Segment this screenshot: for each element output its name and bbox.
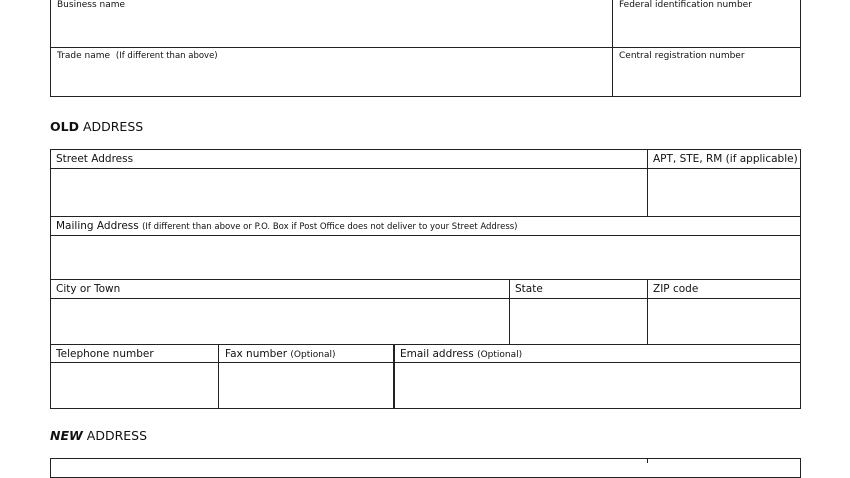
fax-field[interactable] xyxy=(219,363,392,408)
business-row-divider xyxy=(50,47,801,48)
fax-label xyxy=(225,348,335,360)
mailing-address-note: (If different than above or P.O. Box if Post Office does not deliver to your Street Address) xyxy=(142,222,518,232)
email-field[interactable] xyxy=(395,363,800,408)
business-name-field[interactable] xyxy=(51,12,611,46)
new-address-heading-bold: NEW xyxy=(50,428,83,443)
email-label xyxy=(400,348,522,360)
email-label-text: Email address xyxy=(400,348,474,360)
federal-id-label: Federal identification number xyxy=(619,0,752,10)
apt-field[interactable] xyxy=(648,169,800,215)
telephone-label: Telephone number xyxy=(56,348,154,360)
street-row-divider xyxy=(50,216,801,217)
telephone-field[interactable] xyxy=(51,363,217,408)
zip-field[interactable] xyxy=(648,299,800,343)
city-label: City or Town xyxy=(56,283,121,295)
state-field[interactable] xyxy=(510,299,646,343)
fax-note: (Optional) xyxy=(290,350,336,360)
email-note: (Optional) xyxy=(477,350,523,360)
mailing-address-field[interactable] xyxy=(51,236,800,278)
street-address-label: Street Address xyxy=(56,153,134,165)
city-row-divider xyxy=(50,344,801,345)
federal-id-field[interactable] xyxy=(613,12,800,46)
old-address-heading-bold: OLD xyxy=(50,119,79,134)
apt-label: APT, STE, RM (if applicable) xyxy=(653,153,798,165)
new-address-box xyxy=(50,458,801,478)
new-address-heading-rest: ADDRESS xyxy=(82,428,148,443)
trade-name-label-text: Trade name xyxy=(57,51,111,61)
new-address-heading xyxy=(50,428,147,443)
business-name-label: Business name xyxy=(57,0,126,10)
central-reg-field[interactable] xyxy=(613,64,800,96)
city-field[interactable] xyxy=(51,299,508,343)
mailing-row-divider xyxy=(50,279,801,280)
mailing-address-label-text: Mailing Address xyxy=(56,220,139,232)
central-reg-label: Central registration number xyxy=(619,51,745,61)
mailing-address-label xyxy=(56,220,518,232)
new-street-apt-divider xyxy=(647,458,648,463)
fax-label-text: Fax number xyxy=(225,348,288,360)
street-address-field[interactable] xyxy=(51,169,646,215)
state-label: State xyxy=(515,283,543,295)
trade-name-note: (If different than above) xyxy=(115,51,218,61)
trade-name-label xyxy=(57,51,218,61)
zip-label: ZIP code xyxy=(653,283,699,295)
old-address-heading xyxy=(50,119,143,134)
old-address-heading-rest: ADDRESS xyxy=(78,119,144,134)
trade-name-field[interactable] xyxy=(51,64,611,96)
